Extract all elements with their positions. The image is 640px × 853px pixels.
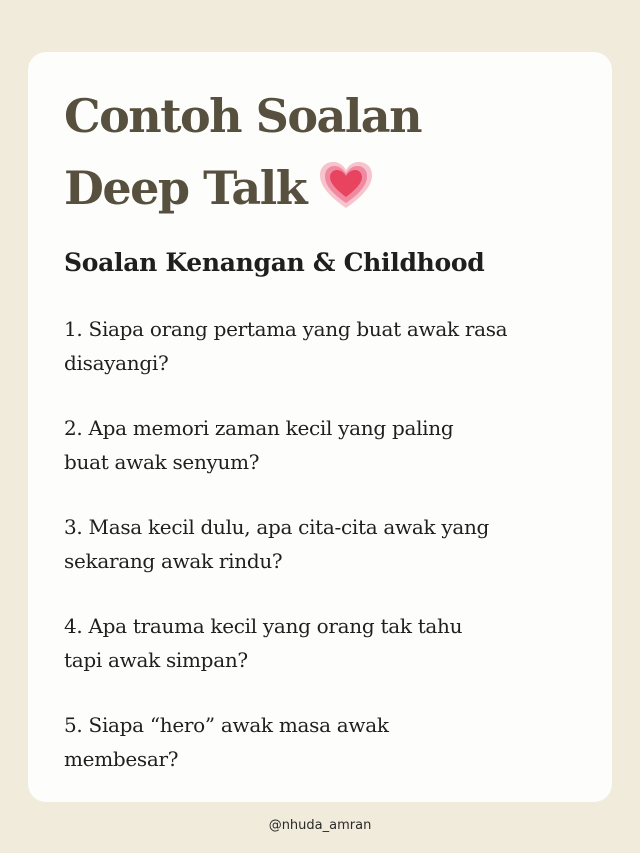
- question-3-line-2: sekarang awak rindu?: [64, 549, 283, 573]
- question-item-3: [64, 510, 584, 578]
- question-item-1: [64, 312, 584, 380]
- question-2-line-2: buat awak senyum?: [64, 450, 260, 474]
- question-2-line-1: 2. Apa memori zaman kecil yang paling: [64, 416, 454, 440]
- question-item-5: [64, 708, 584, 776]
- question-item-4: [64, 609, 584, 677]
- author-credit: @nhuda_amran: [268, 818, 372, 833]
- question-5-line-1: 5. Siapa “hero” awak masa awak: [64, 713, 389, 737]
- question-item-2: [64, 411, 584, 479]
- section-subtitle: Soalan Kenangan & Childhood: [64, 248, 485, 277]
- title-line-1: Contoh Soalan: [64, 89, 422, 143]
- question-1-line-1: 1. Siapa orang pertama yang buat awak rasa: [64, 317, 508, 341]
- question-1-line-2: disayangi?: [64, 351, 169, 375]
- question-4-line-2: tapi awak simpan?: [64, 648, 248, 672]
- question-list: [64, 312, 584, 807]
- page-title: [64, 80, 421, 224]
- title-line-2-text: Deep Talk: [64, 161, 307, 215]
- question-3-line-1: 3. Masa kecil dulu, apa cita-cita awak yang: [64, 515, 490, 539]
- question-4-line-1: 4. Apa trauma kecil yang orang tak tahu: [64, 614, 463, 638]
- question-5-line-2: membesar?: [64, 747, 179, 771]
- title-line-2: [64, 152, 421, 224]
- heart-icon: [318, 160, 374, 212]
